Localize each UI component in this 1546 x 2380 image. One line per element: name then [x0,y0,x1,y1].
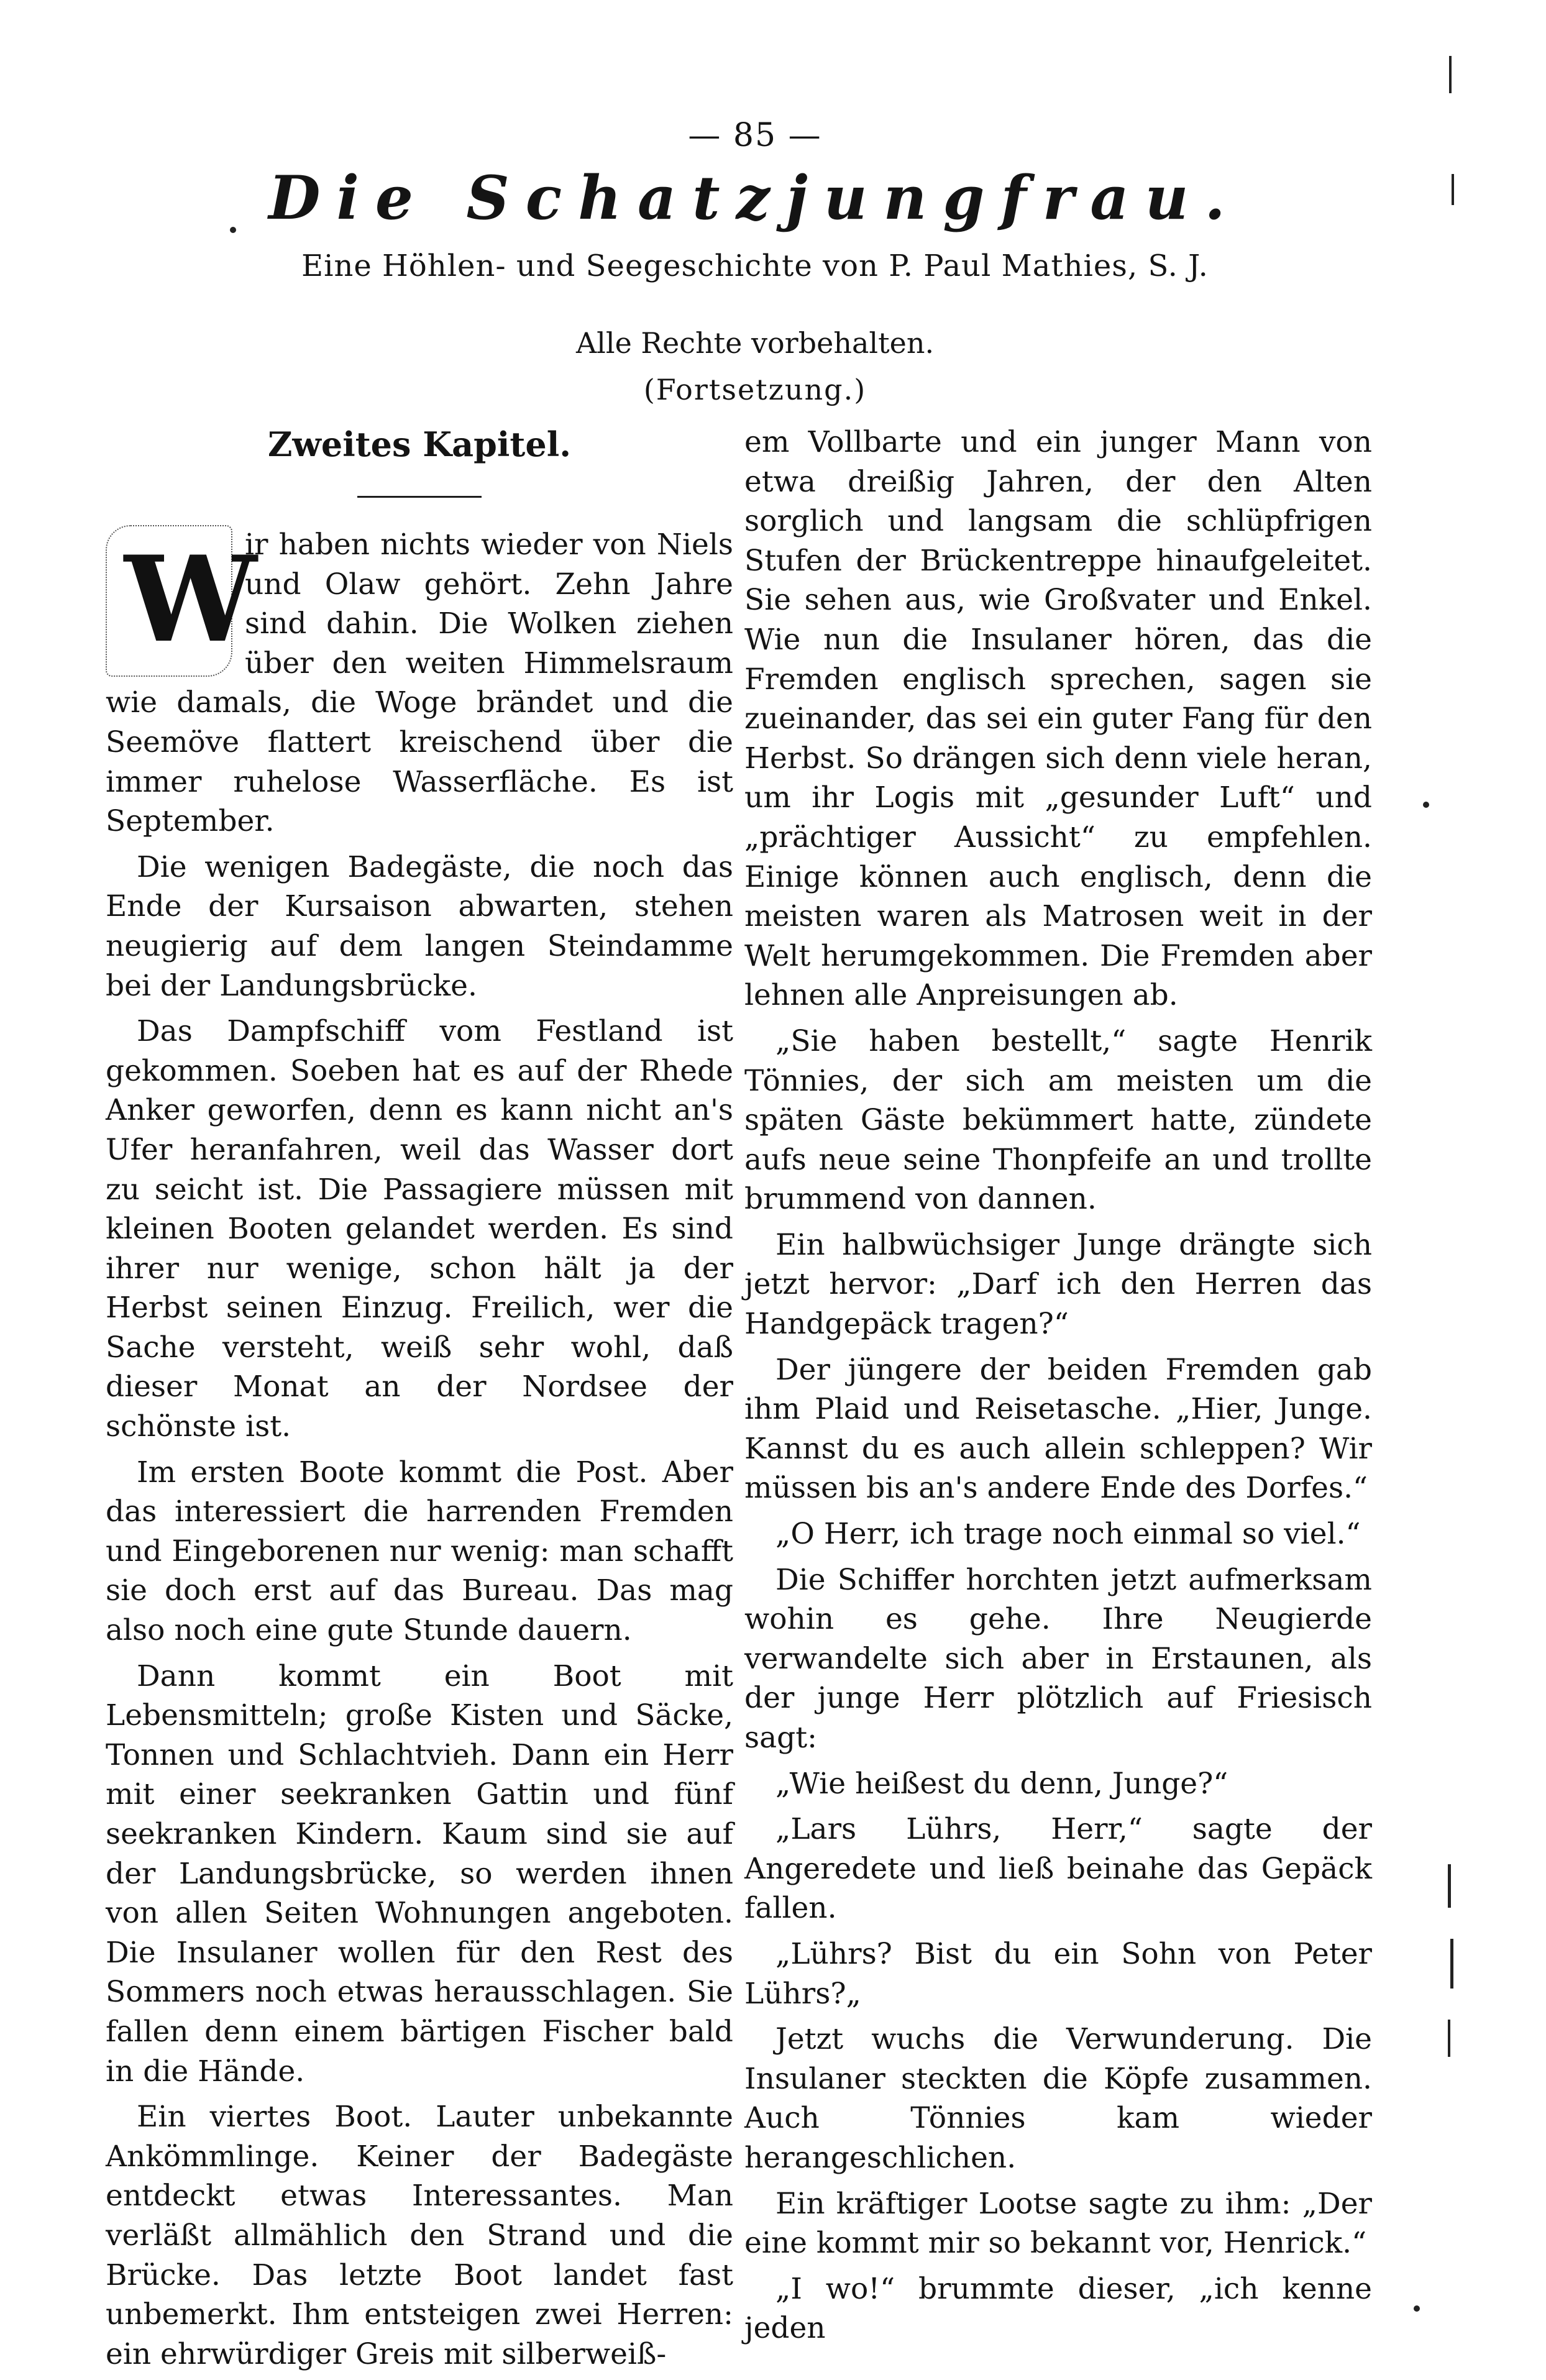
right-column [744,423,1372,2355]
paragraph: Der jüngere der beiden Fremden gab ihm Plaid und Reisetasche. „Hier, Junge. Kannst du es auch allein schleppen? Wir müssen bis an's andere Ende des Dorfes.“ [744,1352,1372,1506]
paragraph: Ein kräftiger Lootse sagte zu ihm: „Der eine kommt mir so bekannt vor, Henrick.“ [744,2186,1372,2261]
paragraph: Ein viertes Boot. Lauter unbekannte Ankömmlinge. Keiner der Badegäste entdeckt etwas Interessantes. Man verläßt allmählich den Strand und die Brücke. Das letzte Boot landet fast unbemerkt. Ihm entsteigen zwei Herren: ein ehrwürdiger Greis mit silberweiß- [106,2100,733,2371]
paragraph: Ein halbwüchsiger Junge drängte sich jetzt hervor: „Darf ich den Herren das Handgepäck tragen?“ [744,1227,1372,1342]
dropcap-letter: W [124,530,257,669]
byline: Eine Höhlen- und Seegeschichte von P. Paul Mathies, S. J. [301,249,1209,283]
ink-speck [1423,802,1429,808]
paragraph: Im ersten Boote kommt die Post. Aber das interessiert die harrenden Fremden und Eingeborenen nur wenig: man schafft sie doch erst auf das Bureau. Das mag also noch eine gute Stunde dauern. [106,1455,733,1648]
paragraph-text: ir haben nichts wieder von Niels und Olaw gehört. Zehn Jahre sind dahin. Die Wolken ziehen über den weiten Himmelsraum wie damals, die Woge brändet und die Seemöve flattert kreischend über die immer ruhelose Wasserfläche. Es ist September. [106,528,733,839]
paragraph: em Vollbarte und ein junger Mann von etwa dreißig Jahren, der den Alten sorglich und langsam die schlüpfrigen Stufen der Brückentreppe hinaufgeleitet. Sie sehen aus, wie Großvater und Enkel. Wie nun die Insulaner hören, das die Fremden englisch sprechen, sagen sie zueinander, das sei ein guter Fang für den Herbst. So drängen sich denn viele heran, um ihr Logis mit „gesunder Luft“ und „prächtiger Aussicht“ zu empfehlen. Einige können auch englisch, denn die meisten waren als Matrosen weit in der Welt herumgekommen. Die Fremden aber lehnen alle Anpreisungen ab. [744,425,1372,1013]
paragraph [106,525,733,841]
scan-speck [1448,1864,1451,1908]
paragraph: Dann kommt ein Boot mit Lebensmitteln; große Kisten und Säcke, Tonnen und Schlachtvieh. Dann ein Herr mit einer seekranken Gattin und fünf seekranken Kindern. Kaum sind sie auf der Landungsbrücke, so werden ihnen von allen Seiten Wohnungen angeboten. Die Insulaner wollen für den Rest des Sommers noch etwas herausschlagen. Sie fallen denn einem bärtigen Fischer bald in die Hände. [106,1659,733,2089]
paragraph: „Sie haben bestellt,“ sagte Henrik Tönnies, der sich am meisten um die späten Gäste bekümmert hatte, zündete aufs neue seine Thonpfeife an und trollte brummend von dannen. [744,1023,1372,1217]
scan-speck [1449,56,1452,93]
ink-speck [1414,2305,1420,2312]
paragraph: „Wie heißest du denn, Junge?“ [775,1766,1228,1801]
dropcap [106,525,257,680]
paragraph: „Lührs? Bist du ein Sohn von Peter Lührs?„ [744,1936,1372,2011]
continuation-note: (Fortsetzung.) [643,373,867,406]
scan-speck [1450,1939,1453,1989]
page-title: Die Schatzjungfrau. [268,163,1242,233]
paragraph: „Lars Lührs, Herr,“ sagte der Angeredete und ließ beinahe das Gepäck fallen. [744,1812,1372,1926]
chapter-rule [357,496,482,498]
paragraph: Jetzt wuchs die Verwunderung. Die Insulaner steckten die Köpfe zusammen. Auch Tönnies kam wieder herangeschlichen. [744,2022,1372,2175]
paragraph: „I wo!“ brummte dieser, „ich kenne jeden [744,2271,1372,2346]
paragraph: Das Dampfschiff vom Festland ist gekommen. Soeben hat es auf der Rhede Anker geworfen, denn es kann nicht an's Ufer heranfahren, weil das Wasser dort zu seicht ist. Die Passagiere müssen mit kleinen Booten gelandet werden. Es sind ihrer nur wenige, schon hält ja der Herbst seinen Einzug. Freilich, wer die Sache versteht, weiß sehr wohl, daß dieser Monat an der Nordsee der schönste ist. [106,1014,733,1444]
paragraph: Die wenigen Badegäste, die noch das Ende der Kursaison abwarten, stehen neugierig auf dem langen Steindamme bei der Landungsbrücke. [106,849,733,1003]
scan-speck [1448,2020,1450,2057]
chapter-heading: Zweites Kapitel. [267,424,572,464]
paragraph: Die Schiffer horchten jetzt aufmerksam wohin es gehe. Ihre Neugierde verwandelte sich aber in Erstaunen, als der junge Herr plötzlich auf Friesisch sagt: [744,1562,1372,1755]
rights-notice: Alle Rechte vorbehalten. [575,326,935,360]
page-number: — 85 — [688,117,822,154]
left-column [106,423,733,2380]
paragraph: „O Herr, ich trage noch einmal so viel.“ [775,1517,1361,1552]
